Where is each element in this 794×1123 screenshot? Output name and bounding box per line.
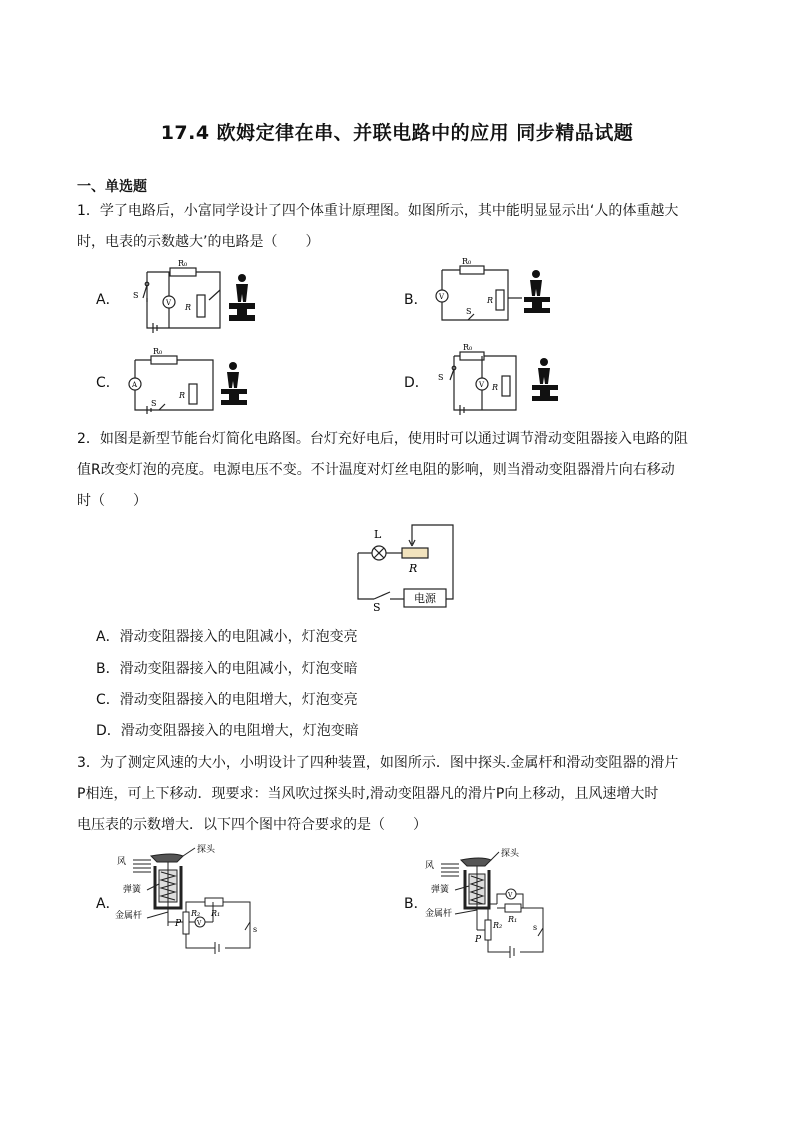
q3-line-3: 电压表的示数增大．以下四个图中符合要求的是（ ） xyxy=(77,817,427,833)
circuit-d-r0-label: R₀ xyxy=(463,344,473,352)
q2-power-source-label: 电源 xyxy=(414,592,436,605)
q1-circuit-c xyxy=(125,348,265,418)
q1-option-b-label[interactable]: B． xyxy=(404,292,428,308)
circuit-c-a-label: A xyxy=(132,381,138,389)
circuit-c-r0-label: R₀ xyxy=(153,348,163,356)
circuit-b-r-label: R xyxy=(487,296,494,305)
q3-option-b-label[interactable]: B． xyxy=(404,896,428,912)
circuit-d-v-label: V xyxy=(479,381,485,389)
circuit-a-r0-label: R₀ xyxy=(178,260,188,268)
q3-option-a-label[interactable]: A． xyxy=(96,896,120,912)
q3-wind-device-b xyxy=(425,846,555,961)
person-on-scale-icon xyxy=(532,358,558,401)
q3-line-2: P相连，可上下移动．现要求：当风吹过探头时,滑动变阻器凡的滑片P向上移动，且风速增大时 xyxy=(77,786,659,802)
q3a-probe-label: 探头 xyxy=(197,845,216,855)
section-heading: 一、单选题 xyxy=(77,179,147,195)
q2-option-b[interactable]: B．滑动变阻器接入的电阻减小，灯泡变暗 xyxy=(96,661,358,677)
q3b-r1-label: R₁ xyxy=(508,915,518,924)
q2-line-3: 时（ ） xyxy=(77,493,147,509)
circuit-b-s-label: S xyxy=(466,307,472,316)
q3a-r1-label: R₁ xyxy=(211,909,221,918)
slide-rheostat xyxy=(402,548,428,558)
circuit-a-v-label: V xyxy=(166,299,172,307)
q3a-s-label: s xyxy=(253,925,258,934)
page-title: 17.4 欧姆定律在串、并联电路中的应用 同步精品试题 xyxy=(160,122,634,144)
circuit-d-s-label: S xyxy=(438,373,444,382)
q1-line-2: 时，电表的示数越大’的电路是（ ） xyxy=(77,234,320,250)
q2-lamp-circuit xyxy=(350,520,462,612)
q2-option-a[interactable]: A．滑动变阻器接入的电阻减小，灯泡变亮 xyxy=(96,629,358,645)
person-on-scale-icon xyxy=(221,362,247,405)
q2-line-1: 2．如图是新型节能台灯简化电路图。台灯充好电后，使用时可以通过调节滑动变阻器接入电路的阻 xyxy=(77,431,688,447)
q2-rheostat-label: R xyxy=(409,562,418,575)
q2-option-d[interactable]: D．滑动变阻器接入的电阻增大，灯泡变暗 xyxy=(96,723,359,739)
person-on-scale-icon xyxy=(524,270,550,313)
q3a-p-label: P xyxy=(175,919,182,929)
q1-circuit-a xyxy=(125,260,265,335)
q1-option-c-label[interactable]: C． xyxy=(96,375,120,391)
q3b-v-label: V xyxy=(508,892,513,899)
q3b-r2-label: R₂ xyxy=(493,921,503,930)
q2-line-2: 值R改变灯泡的亮度。电源电压不变。不计温度对灯丝电阻的影响，则当滑动变阻器滑片向右移动 xyxy=(77,462,675,478)
q3b-probe-label: 探头 xyxy=(501,849,520,859)
q3b-spring-label: 弹簧 xyxy=(431,885,450,895)
q3a-wind-label: 风 xyxy=(117,857,127,867)
q3-wind-device-a xyxy=(115,842,265,962)
circuit-b-r0-label: R₀ xyxy=(462,258,472,266)
q2-option-c[interactable]: C．滑动变阻器接入的电阻增大，灯泡变亮 xyxy=(96,692,358,708)
q3b-s-label: s xyxy=(533,923,538,932)
q1-option-d-label[interactable]: D． xyxy=(404,375,429,391)
q3a-spring-label: 弹簧 xyxy=(123,885,142,895)
q3a-rod-label: 金属杆 xyxy=(115,911,143,921)
q2-switch-label: S xyxy=(373,601,381,612)
circuit-b-v-label: V xyxy=(439,293,445,301)
q3b-rod-label: 金属杆 xyxy=(425,909,453,919)
q3a-r2-label: R₂ xyxy=(191,909,201,918)
circuit-c-r-label: R xyxy=(179,391,186,400)
person-on-scale-icon xyxy=(229,274,255,321)
circuit-a-r-label: R xyxy=(185,303,192,312)
q2-lamp-label: L xyxy=(374,528,382,541)
q1-line-1: 1．学了电路后，小富同学设计了四个体重计原理图。如图所示，其中能明显显示出‘人的体重越大 xyxy=(77,203,679,219)
q3b-p-label: P xyxy=(475,935,482,945)
q3-line-1: 3．为了测定风速的大小，小明设计了四种装置，如图所示．图中探头.金属杆和滑动变阻器的滑片 xyxy=(77,755,679,771)
circuit-a-s-label: S xyxy=(133,291,139,300)
q1-option-a-label[interactable]: A． xyxy=(96,292,120,308)
q3b-wind-label: 风 xyxy=(425,861,435,871)
q1-circuit-b xyxy=(430,258,560,328)
q3a-v-label: V xyxy=(197,920,202,927)
circuit-d-r-label: R xyxy=(492,383,499,392)
q1-circuit-d xyxy=(432,344,562,416)
circuit-c-s-label: S xyxy=(151,399,157,408)
